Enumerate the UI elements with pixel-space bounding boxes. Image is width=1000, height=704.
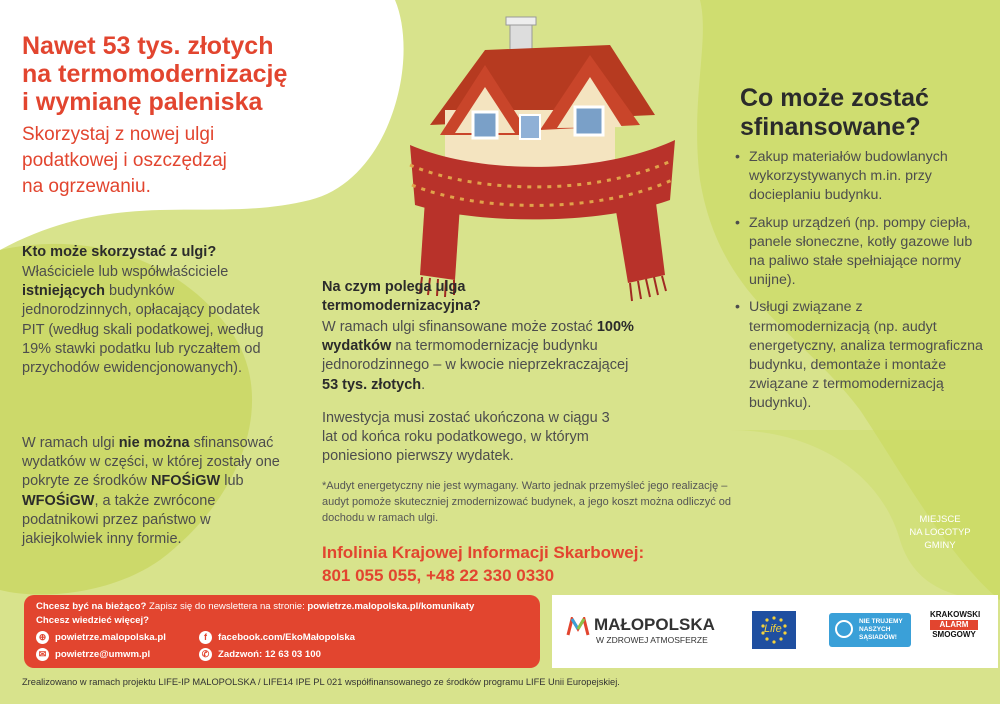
financed-items-list (735, 148, 985, 422)
eu-flag-logo: Life (752, 611, 796, 649)
list-item: • Zakup materiałów budowlanych wykorzystywanych m.in. przy docieplaniu budynku. (735, 149, 948, 204)
email-link[interactable]: ✉ powietrze@umwm.pl (36, 648, 150, 661)
house-with-scarf-illustration (400, 15, 685, 315)
hotline-number[interactable]: 801 055 055, +48 22 330 0330 (322, 566, 555, 585)
financed-section-title: Co może zostać sfinansowane? (740, 84, 929, 141)
municipality-logo-placeholder: MIEJSCE NA LOGOTYP GMINY (909, 514, 971, 551)
nie-trujemy-logo: NIE TRUJEMY NASZYCH SĄSIADÓW! (829, 613, 911, 647)
who-paragraph-1: Właściciele lub współwłaściciele istniejących budynków jednorodzinnych, opłacający podatek PIT (według skali podatkowej, według 19% stawki podatku lub ryczałtem od przychodów ewidencjonowanych). (22, 264, 264, 377)
newsletter-line: Chcesz być na bieżąco? Zapisz się do newslettera na stronie: powietrze.malopolska.pl/komunikaty (36, 601, 475, 612)
phone-link[interactable]: ✆ Zadzwoń: 12 63 03 100 (199, 648, 321, 661)
relief-paragraph-2: Inwestycja musi zostać ukończona w ciągu 3 lat od końca roku podatkowego, w którym poniesiono pierwszy wydatek. (322, 410, 610, 465)
who-section-title: Kto może skorzystać z ulgi? (22, 244, 217, 260)
website-link[interactable]: ⊕ powietrze.malopolska.pl (36, 631, 166, 644)
no-smoke-icon (835, 620, 853, 638)
list-item: • Zakup urządzeń (np. pompy ciepła, panele słoneczne, kotły gazowe lub na paliwo stałe spełniające normy unijne). (735, 214, 973, 289)
headline: Nawet 53 tys. złotych na termomodernizację i wymianę paleniska (22, 32, 288, 116)
email-icon: ✉ (36, 648, 49, 661)
facebook-icon: f (199, 631, 212, 644)
relief-paragraph-1: W ramach ulgi sfinansowane może zostać 100% wydatków na termomodernizację budynku jednorodzinnego – w kwocie nieprzekraczającej 53 tys. złotych. (322, 319, 634, 393)
globe-icon: ⊕ (36, 631, 49, 644)
who-paragraph-2: W ramach ulgi nie można sfinansować wydatków w części, w której zostały one pokryte ze środków NFOŚiGW lub WFOŚiGW, a także zwrócone podatnikowi przez państwo w jakiejkolwiek inny formie. (22, 435, 280, 548)
krakowski-alarm-smogowy-logo: KRAKOWSKI ALARM SMOGOWY (930, 610, 981, 639)
audit-footnote: *Audyt energetyczny nie jest wymagany. Warto jednak przemyśleć jego realizację – audyt pomoże skuteczniej zmodernizować budynek, a jego koszt można odliczyć od dochodu w ramach ulgi. (322, 480, 732, 524)
more-info-line: Chcesz wiedzieć więcej? (36, 615, 150, 626)
subheadline: Skorzystaj z nowej ulgi podatkowej i oszczędzaj na ogrzewaniu. (22, 124, 227, 197)
contact-info-box (24, 595, 540, 668)
list-item: • Usługi związane z termomodernizacją (np. audyt energetyczny, analiza termograficzna budynku, demontaże i montaże związane z termomodernizacją budynku). (735, 299, 983, 412)
newsletter-link[interactable]: powietrze.malopolska.pl/komunikaty (307, 601, 475, 612)
facebook-link[interactable]: f facebook.com/EkoMałopolska (199, 631, 355, 644)
partner-logos-strip: MAŁOPOLSKA W ZDROWEJ ATMOSFERZE Life NIE TRUJEMY NASZYCH SĄSIADÓW! KRAKOWSKI ALARM SMOGOWY (552, 595, 998, 668)
relief-section-title: Na czym polega ulga termomodernizacyjna? (322, 279, 481, 314)
malopolska-m-icon (566, 617, 590, 637)
hotline-title: Infolinia Krajowej Informacji Skarbowej: (322, 543, 645, 562)
phone-icon: ✆ (199, 648, 212, 661)
project-footer: Zrealizowano w ramach projektu LIFE-IP MALOPOLSKA / LIFE14 IPE PL 021 współfinansowanego ze środków programu LIFE Unii Europejskiej. (22, 677, 620, 687)
